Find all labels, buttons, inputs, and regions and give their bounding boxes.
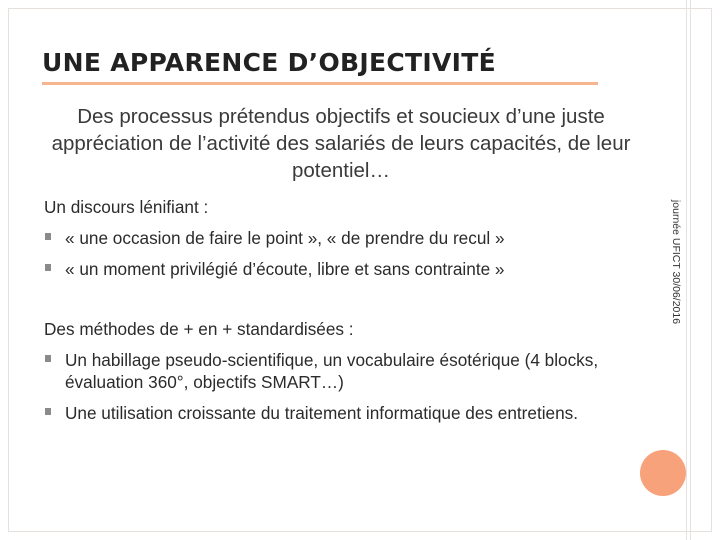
slide-body bbox=[44, 196, 644, 424]
bullet-item bbox=[44, 258, 644, 280]
right-border-line-inner bbox=[690, 0, 691, 540]
bullet-item bbox=[44, 227, 644, 249]
side-date-caption: journée UFICT 30/06/2016 bbox=[670, 199, 682, 325]
section-label-methodes: Des méthodes de + en + standardisées : bbox=[44, 319, 354, 339]
slide-subtitle: Des processus prétendus objectifs et soucieux d’une juste appréciation de l’activité des salariés de leurs capacités, de leur potentiel… bbox=[51, 105, 631, 182]
slide-title: UNE APPARENCE D’OBJECTIVITÉ bbox=[42, 48, 496, 77]
bullet-item bbox=[44, 402, 644, 424]
bullet-text: « un moment privilégié d’écoute, libre et sans contrainte » bbox=[65, 259, 505, 279]
section-label-discours: Un discours lénifiant : bbox=[44, 197, 209, 217]
right-border-line bbox=[686, 0, 687, 540]
bullet-text: Une utilisation croissante du traitement informatique des entretiens. bbox=[65, 403, 579, 423]
decorative-circle bbox=[640, 450, 686, 496]
section-gap bbox=[44, 280, 644, 318]
square-bullet-icon bbox=[45, 264, 51, 271]
square-bullet-icon bbox=[45, 355, 51, 362]
square-bullet-icon bbox=[45, 408, 51, 415]
bullet-item bbox=[44, 349, 644, 393]
bullet-text: Un habillage pseudo-scientifique, un vocabulaire ésotérique (4 blocks, évaluation 360°, objectifs SMART…) bbox=[65, 350, 599, 392]
title-accent-bar bbox=[42, 82, 598, 85]
bullet-text: « une occasion de faire le point », « de prendre du recul » bbox=[65, 228, 505, 248]
square-bullet-icon bbox=[45, 233, 51, 240]
